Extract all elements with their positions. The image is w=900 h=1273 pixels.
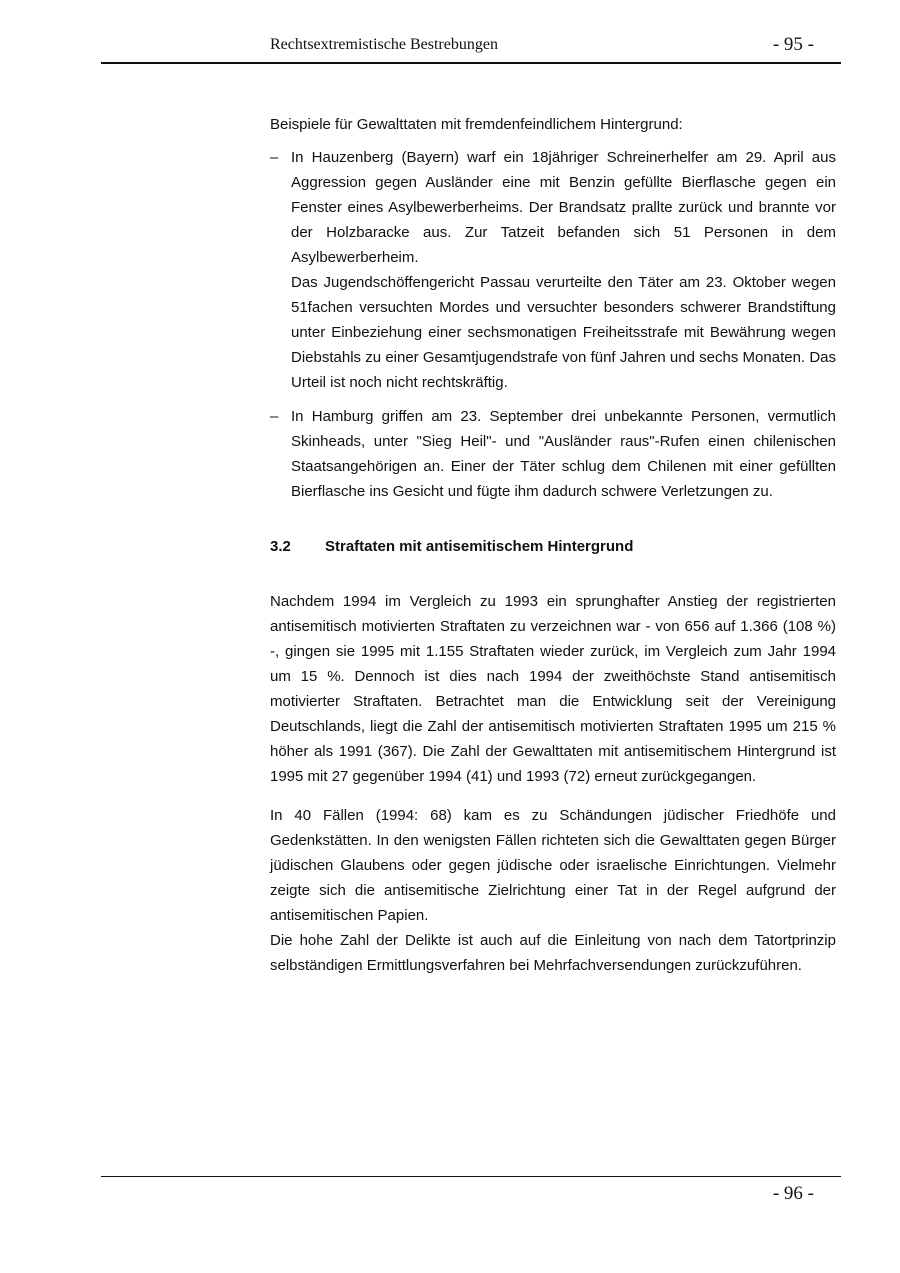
list-item-text: In Hauzenberg (Bayern) warf ein 18jähriger Schreinerhelfer am 29. April aus Aggression gegen Ausländer eine mit Benzin gefüllte Bierflasche gegen ein Fenster eines Asylbewerberheims. Der Brandsatz prallte zurück und brannte vor der Holzbaracke aus. Zur Tatzeit befanden sich 51 Personen in dem Asylbewerberheim.	[291, 149, 836, 266]
section-heading	[270, 534, 836, 559]
page-body	[270, 112, 836, 978]
section-title: Straftaten mit antisemitischem Hintergrund	[325, 538, 634, 555]
list-item	[270, 404, 836, 504]
dash-bullet: –	[270, 408, 279, 425]
body-paragraph: In 40 Fällen (1994: 68) kam es zu Schändungen jüdischer Friedhöfe und Gedenkstätten. In den wenigsten Fällen richteten sich die Gewalttaten gegen Bürger jüdischen Glaubens oder gegen jüdische oder israelische Einrichtungen. Vielmehr zeigte sich die antisemitische Zielrichtung einer Tat in der Regel aufgrund der antisemitischen Papien.	[270, 807, 836, 924]
example-list	[270, 145, 836, 504]
intro-text: Beispiele für Gewalttaten mit fremdenfeindlichem Hintergrund:	[270, 116, 683, 133]
page-number-top: - 95 -	[772, 34, 814, 55]
list-item-text-continued: Das Jugendschöffengericht Passau verurteilte den Täter am 23. Oktober wegen 51fachen versuchten Mordes und versuchter besonders schwerer Brandstiftung unter Einbeziehung einer sechsmonatigen Freiheitsstrafe mit Bewährung wegen Diebstahls zu einer Gesamtjugendstrafe von fünf Jahren und sechs Monaten. Das Urteil ist noch nicht rechtskräftig.	[291, 274, 836, 391]
header-rule	[101, 62, 841, 64]
page-number-bottom: - 96 -	[772, 1183, 814, 1204]
dash-bullet: –	[270, 149, 279, 166]
body-paragraph: Nachdem 1994 im Vergleich zu 1993 ein sprunghafter Anstieg der registrierten antisemitisch motivierten Straftaten zu verzeichnen war - von 656 auf 1.366 (108 %) -, gingen sie 1995 mit 1.155 Straftaten wieder zurück, im Vergleich zum Jahr 1994 um 15 %. Dennoch ist dies nach 1994 der zweithöchste Stand antisemitisch motivierter Straftaten. Betrachtet man die Entwicklung seit der Vereinigung Deutschlands, liegt die Zahl der antisemitisch motivierten Straftaten 1995 um 215 % höher als 1991 (367). Die Zahl der Gewalttaten mit antisemitischem Hintergrund ist 1995 mit 27 gegenüber 1994 (41) und 1993 (72) erneut zurückgegangen.	[270, 593, 836, 785]
footer-rule	[101, 1176, 841, 1177]
body-paragraph: Die hohe Zahl der Delikte ist auch auf die Einleitung von nach dem Tatortprinzip selbständigen Ermittlungsverfahren bei Mehrfachversendungen zurückzuführen.	[270, 932, 836, 974]
running-header-title: Rechtsextremistische Bestrebungen	[270, 36, 498, 53]
list-item-text: In Hamburg griffen am 23. September drei unbekannte Personen, vermutlich Skinheads, unter "Sieg Heil"- und "Ausländer raus"-Rufen einen chilenischen Staatsangehörigen an. Einer der Täter schlug dem Chilenen mit einer gefüllten Bierflasche ins Gesicht und fügte ihm dadurch schwere Verletzungen zu.	[291, 408, 836, 500]
section-number: 3.2	[270, 538, 291, 555]
list-item	[270, 145, 836, 395]
